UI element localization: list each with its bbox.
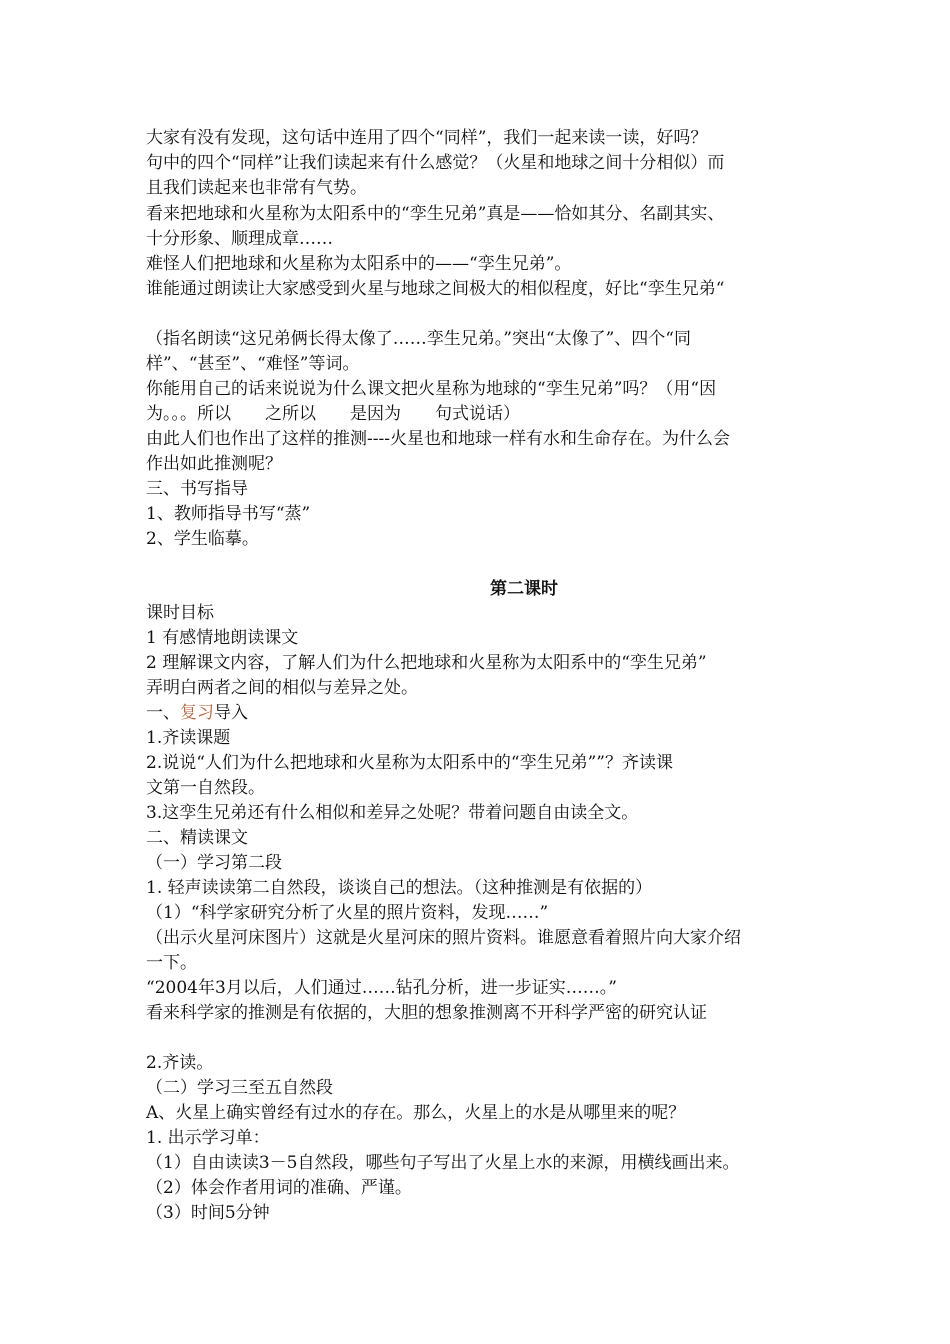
list-item: 1. 轻声读读第二自然段，谈谈自己的想法。（这种推测是有依据的） — [146, 878, 653, 898]
paragraph-line: 作出如此推测呢？ — [146, 454, 282, 474]
list-item: 1.齐读课题 — [146, 728, 231, 748]
heading-prefix: 一、 — [146, 703, 180, 723]
paragraph-line: 大家有没有发现，这句话中连用了四个“同样”，我们一起来读一读，好吗？ — [146, 128, 708, 148]
list-item: 2.说说“人们为什么把地球和火星称为太阳系中的“孪生兄弟””？齐读课 — [146, 753, 673, 773]
list-item: 1 有感情地朗读课文 — [146, 628, 299, 648]
list-item: 3.这孪生兄弟还有什么相似和差异之处呢？带着问题自由读全文。 — [146, 803, 639, 823]
section-heading: （一）学习第二段 — [146, 853, 282, 873]
list-item: （2）体会作者用词的准确、严谨。 — [146, 1178, 412, 1198]
lesson-title: 第二课时 — [490, 579, 558, 599]
highlighted-word: 复习 — [180, 703, 214, 723]
section-heading: 二、精读课文 — [146, 828, 248, 848]
paragraph-line: 看来把地球和火星称为太阳系中的“孪生兄弟”真是——恰如其分、名副其实、 — [146, 204, 725, 224]
list-item: 2 理解课文内容，了解人们为什么把地球和火星称为太阳系中的“孪生兄弟” — [146, 653, 707, 673]
section-heading: 课时目标 — [146, 603, 214, 623]
list-item: 2.齐读。 — [146, 1053, 214, 1073]
heading-suffix: 导入 — [214, 703, 248, 723]
list-item: （1）自由读读3－5自然段，哪些句子写出了火星上水的来源，用横线画出来。 — [146, 1153, 740, 1173]
list-item: 2、学生临摹。 — [146, 529, 259, 549]
paragraph-line: 谁能通过朗读让大家感受到火星与地球之间极大的相似程度，好比“孪生兄弟“ — [146, 279, 725, 299]
paragraph-line: 句中的四个“同样”让我们读起来有什么感觉？（火星和地球之间十分相似）而 — [146, 153, 725, 173]
list-item: （1）“科学家研究分析了火星的照片资料，发现……” — [146, 903, 549, 923]
paragraph-line: 一下。 — [146, 953, 197, 973]
paragraph-line: 难怪人们把地球和火星称为太阳系中的——“孪生兄弟”。 — [146, 254, 572, 274]
paragraph-line: 且我们读起来也非常有气势。 — [146, 178, 367, 198]
paragraph-line: （出示火星河床图片）这就是火星河床的照片资料。谁愿意看着照片向大家介绍 — [146, 928, 741, 948]
paragraph-line: 十分形象、顺理成章…… — [146, 229, 333, 249]
section-heading: 三、书写指导 — [146, 479, 248, 499]
paragraph-line: 样”、“甚至”、“难怪”等词。 — [146, 354, 360, 374]
list-item: （3）时间5分钟 — [146, 1203, 270, 1223]
paragraph-line: 你能用自己的话来说说为什么课文把火星称为地球的“孪生兄弟”吗？（用“因 — [146, 379, 717, 399]
section-heading — [146, 702, 248, 724]
paragraph-line: 由此人们也作出了这样的推测----火星也和地球一样有水和生命存在。为什么会 — [146, 429, 730, 449]
paragraph-line: 看来科学家的推测是有依据的，大胆的想象推测离不开科学严密的研究认证 — [146, 1003, 707, 1023]
paragraph-line: A、火星上确实曾经有过水的存在。那么，火星上的水是从哪里来的呢？ — [146, 1103, 686, 1123]
paragraph-line: 为。。。所以 之所以 是因为 句式说话） — [146, 404, 520, 424]
list-item: 1、教师指导书写“蒸” — [146, 504, 311, 524]
paragraph-line: “2004年3月以后，人们通过……钻孔分析，进一步证实……。” — [146, 978, 617, 998]
paragraph-line: （指名朗读“这兄弟俩长得太像了……孪生兄弟。”突出“太像了”、四个“同 — [146, 329, 691, 349]
paragraph-line: 文第一自然段。 — [146, 778, 265, 798]
section-heading: （二）学习三至五自然段 — [146, 1078, 333, 1098]
list-item: 1. 出示学习单： — [146, 1128, 270, 1148]
paragraph-line: 弄明白两者之间的相似与差异之处。 — [146, 678, 418, 698]
